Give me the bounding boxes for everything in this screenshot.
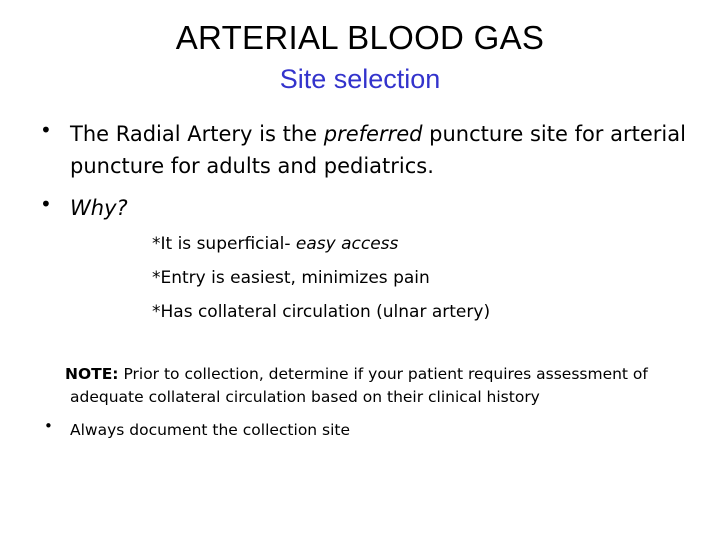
bullet-why [40,192,690,224]
why-text: Why? [70,196,128,220]
bullet-icon: • [44,417,53,435]
bullet-preferred-site [40,118,690,182]
reason-item [152,295,690,329]
reason-item [152,261,690,295]
slide-content [40,118,690,443]
bullet-text-part1: The Radial Artery is the [70,122,324,146]
note-line2: adequate collateral circulation based on their clinical history [70,388,540,406]
reason-item [152,227,690,261]
note-line1: Prior to collection, determine if your patient requires assessment of [118,365,648,383]
reason-text: *Entry is easiest, minimizes pain [152,268,430,288]
reason-text: *Has collateral circulation (ulnar artery) [152,302,491,322]
bullet-icon: • [40,192,52,216]
bullet-text-part2: puncture site for arterial puncture for adults and pediatrics. [70,122,686,178]
slide-title: ARTERIAL BLOOD GAS [175,19,545,56]
note-block [40,363,690,409]
reason-emphasis: easy access [295,234,399,254]
note-label: NOTE: [65,365,119,383]
bullet-document-site [40,417,690,443]
reason-text: *It is superficial- [152,234,296,254]
slide-subtitle: Site selection [279,64,441,94]
bullet-text [70,192,690,224]
bullet-icon: • [40,118,52,142]
bullet-text: Always document the collection site [70,421,351,439]
reasons-list [40,227,690,329]
bullet-text [70,118,690,182]
bullet-text-emphasis: preferred [323,122,423,146]
